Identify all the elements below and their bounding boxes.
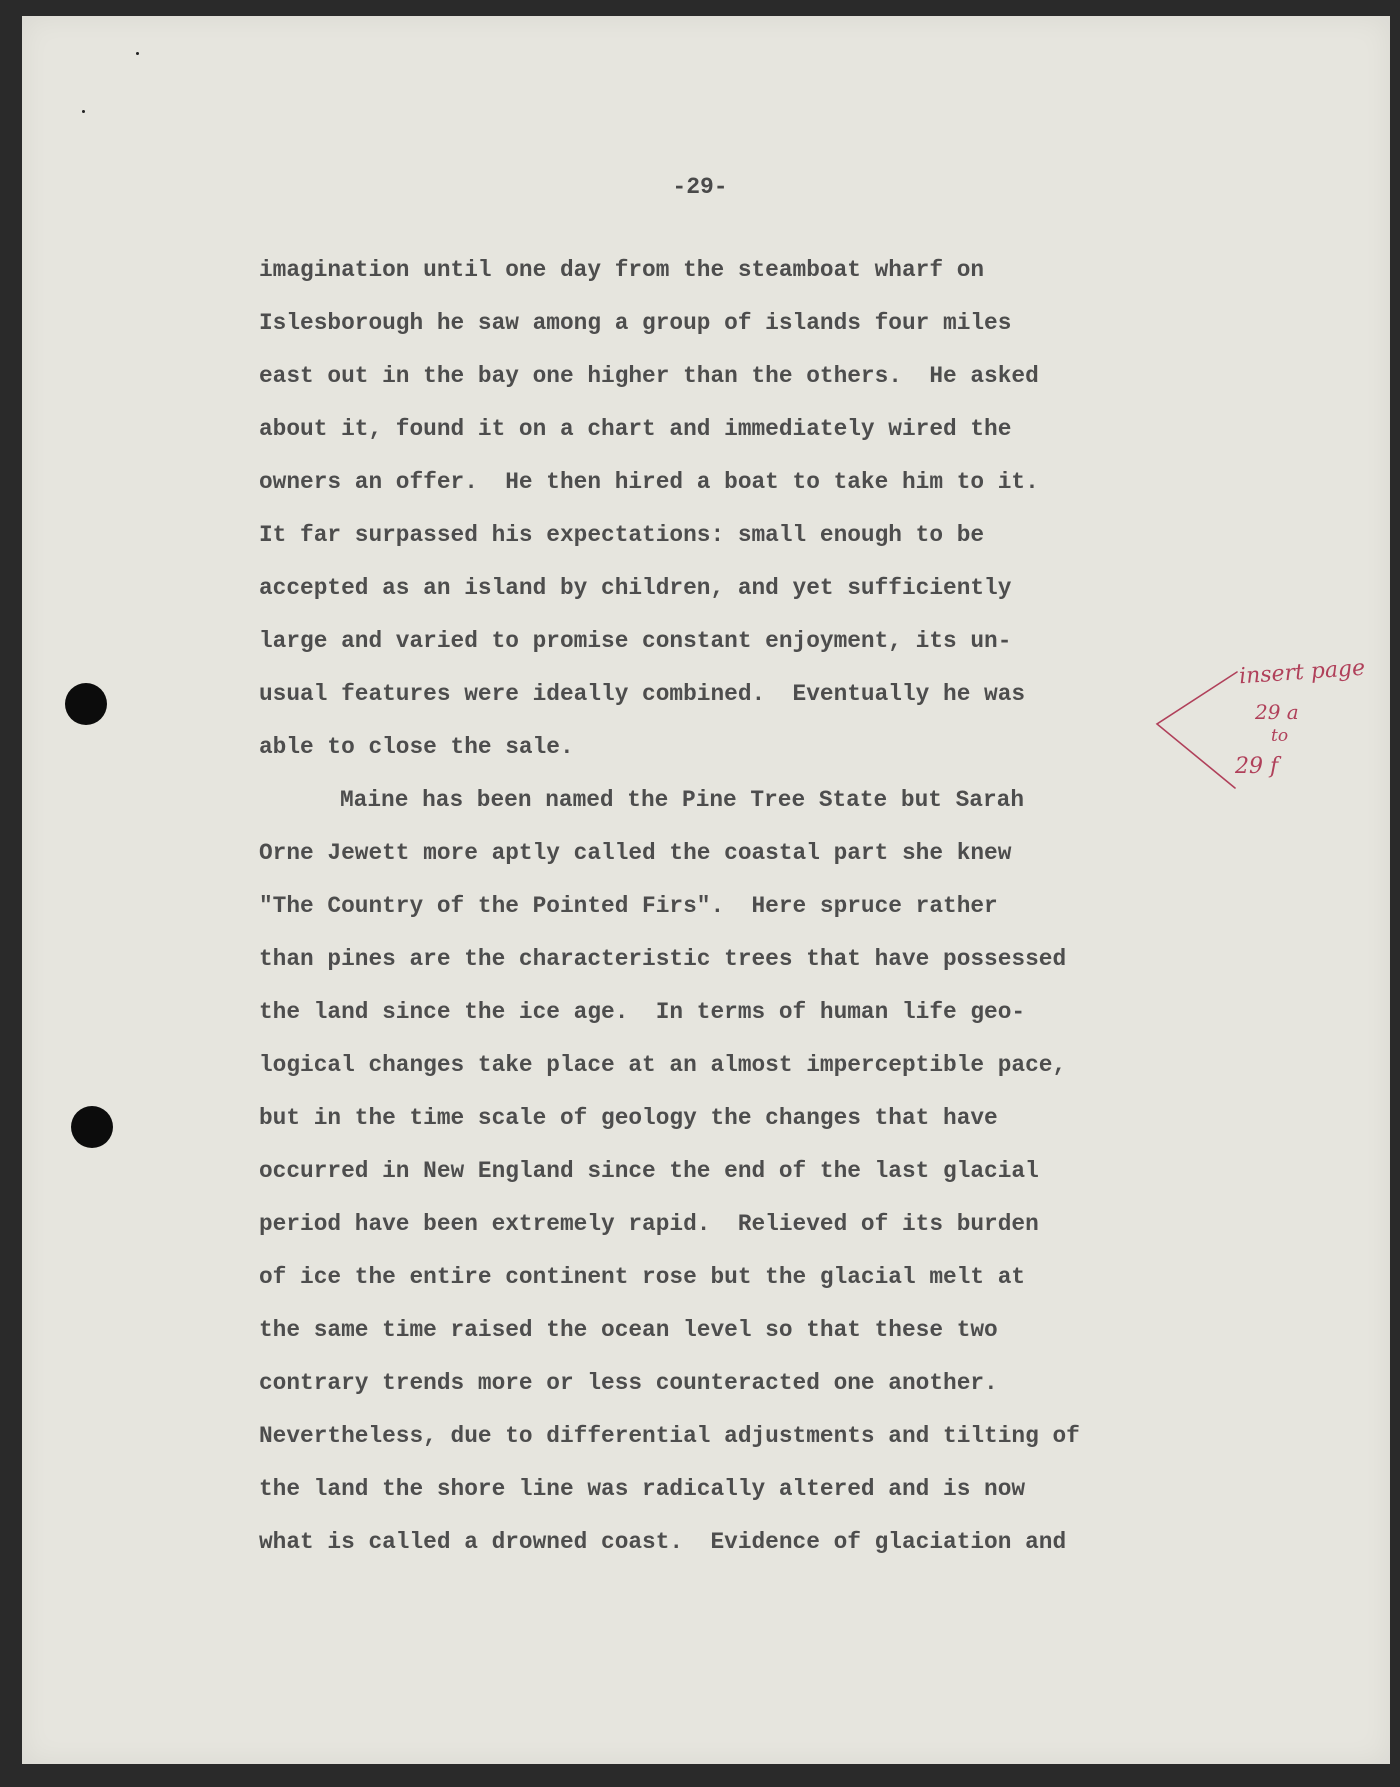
annotation-line-29f: 29 f <box>1235 754 1279 779</box>
annotation-line-insert-page: insert page <box>1238 655 1366 690</box>
page-number: -29- <box>672 174 728 200</box>
body-line: logical changes take place at an almost imperceptible pace, <box>259 1052 1067 1078</box>
body-line: the same time raised the ocean level so that these two <box>259 1317 998 1343</box>
annotation-line-to: to <box>1271 726 1289 746</box>
body-line: Islesborough he saw among a group of islands four miles <box>259 310 1012 336</box>
body-line: It far surpassed his expectations: small enough to be <box>259 522 985 548</box>
body-line: the land the shore line was radically altered and is now <box>259 1476 1026 1502</box>
punch-hole-lower <box>71 1106 113 1148</box>
body-line: accepted as an island by children, and yet sufficiently <box>259 575 1012 601</box>
body-line: occurred in New England since the end of the last glacial <box>259 1158 1039 1184</box>
punch-hole-upper <box>65 683 107 725</box>
body-line: the land since the ice age. In terms of human life geo- <box>259 999 1026 1025</box>
body-line: Orne Jewett more aptly called the coastal part she knew <box>259 840 1012 866</box>
body-line: period have been extremely rapid. Relieved of its burden <box>259 1211 1039 1237</box>
body-line: Maine has been named the Pine Tree State but Sarah <box>340 787 1025 813</box>
body-line: "The Country of the Pointed Firs". Here spruce rather <box>259 893 998 919</box>
body-line: large and varied to promise constant enjoyment, its un- <box>259 628 1012 654</box>
body-line: usual features were ideally combined. Eventually he was <box>259 681 1026 707</box>
body-line: about it, found it on a chart and immediately wired the <box>259 416 1012 442</box>
paper-speck <box>82 110 85 113</box>
body-line: than pines are the characteristic trees that have possessed <box>259 946 1067 972</box>
typed-body-text <box>259 250 1259 1575</box>
body-line: imagination until one day from the steamboat wharf on <box>259 257 985 283</box>
body-line: of ice the entire continent rose but the glacial melt at <box>259 1264 1026 1290</box>
body-line: but in the time scale of geology the changes that have <box>259 1105 998 1131</box>
body-line: owners an offer. He then hired a boat to take him to it. <box>259 469 1039 495</box>
body-line: Nevertheless, due to differential adjustments and tilting of <box>259 1423 1080 1449</box>
annotation-line-29a: 29 a <box>1255 700 1299 724</box>
paper-speck <box>136 52 139 55</box>
body-line: able to close the sale. <box>259 734 574 760</box>
body-line: contrary trends more or less counteracted one another. <box>259 1370 998 1396</box>
handwritten-annotation <box>1155 655 1385 800</box>
body-line: what is called a drowned coast. Evidence of glaciation and <box>259 1529 1067 1555</box>
body-line: east out in the bay one higher than the others. He asked <box>259 363 1039 389</box>
